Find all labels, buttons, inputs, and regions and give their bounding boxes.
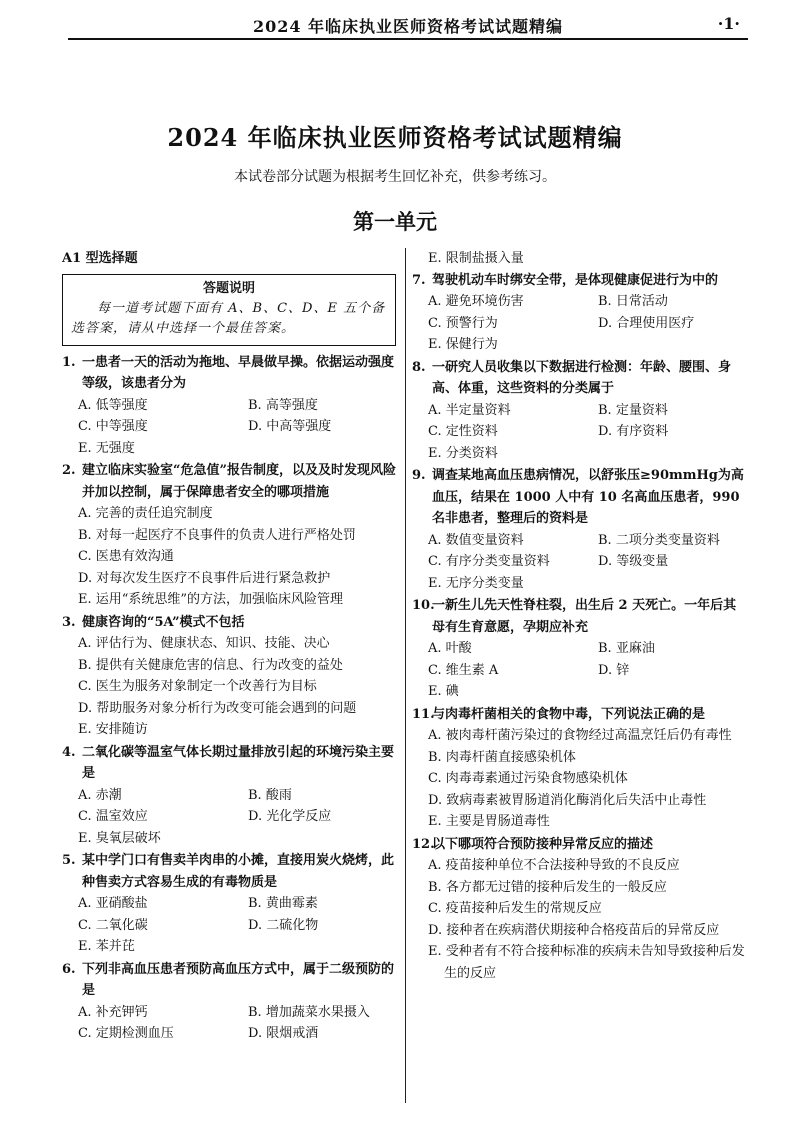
right-column	[412, 248, 746, 985]
options	[412, 638, 746, 703]
option-b: B. 黄曲霉素	[248, 896, 318, 911]
option-b: B. 提供有关健康危害的信息、行为改变的益处	[78, 657, 343, 673]
question-text: 某中学门口有售卖羊肉串的小摊，直接用炭火烧烤，此种售卖方式容易生成的有毒物质是	[82, 853, 395, 890]
instructions-box	[62, 274, 396, 346]
option-d: D. 二硫化物	[248, 917, 319, 933]
option-a: A. 低等强度	[78, 397, 148, 413]
question-6	[62, 959, 396, 1045]
options	[62, 395, 396, 460]
option-a: A. 补充钾钙	[78, 1004, 148, 1020]
option-d: D. 有序资料	[598, 424, 669, 439]
question-number: 12.	[412, 836, 435, 852]
option-d: D. 锌	[598, 662, 630, 678]
question-3	[62, 612, 396, 741]
question-text: 与肉毒杆菌相关的食物中毒，下列说法正确的是	[432, 706, 706, 722]
option-d: D. 接种者在疾病潜伏期接种合格疫苗后的异常反应	[428, 922, 720, 938]
option-c: C. 温室效应	[78, 809, 148, 824]
question-number: 2.	[62, 463, 76, 478]
question-12	[412, 834, 746, 985]
question-number: 1.	[62, 354, 76, 370]
option-e: E. 运用“系统思维”的方法，加强临床风险管理	[78, 592, 344, 607]
options	[412, 530, 746, 595]
question-stem	[62, 742, 396, 785]
option-a: A. 评估行为、健康状态、知识、技能、决心	[78, 636, 330, 651]
question-stem	[412, 834, 746, 856]
option-d: D. 限烟戒酒	[248, 1026, 319, 1041]
option-b: B. 二项分类变量资料	[598, 532, 720, 548]
option-e: E. 臭氧层破坏	[78, 830, 161, 846]
option-e: E. 受种者有不符合接种标准的疾病未告知导致接种后发生的反应	[428, 944, 745, 981]
instructions-body: 每一道考试题下面有 A、B、C、D、E 五个备选答案，请从中选择一个最佳答案。	[71, 300, 386, 336]
options	[62, 1002, 396, 1045]
option-c: C. 预警行为	[428, 315, 498, 331]
question-stem	[412, 704, 746, 726]
option-d: D. 致病毒素被胃肠道消化酶消化后失活中止毒性	[428, 792, 707, 808]
options	[62, 893, 396, 958]
unit-heading: 第一单元	[353, 209, 437, 234]
question-number: 4.	[62, 744, 76, 760]
question-stem	[62, 352, 396, 395]
question-stem	[62, 612, 396, 634]
option-a: A. 避免环境伤害	[428, 294, 524, 309]
question-11	[412, 704, 746, 833]
option-c: C. 定期检测血压	[78, 1026, 174, 1041]
document-title: 2024 年临床执业医师资格考试试题精编	[167, 123, 623, 152]
option-a: A. 疫苗接种单位不合法接种导致的不良反应	[428, 858, 680, 873]
left-column	[62, 248, 396, 1046]
question-stem	[412, 595, 746, 638]
question-stem	[62, 959, 396, 1002]
question-text: 一新生儿先天性脊柱裂，出生后 2 天死亡。一年后其母有生育意愿，孕期应补充	[432, 598, 737, 635]
option-d: D. 等级变量	[598, 554, 669, 569]
instructions-title: 答题说明	[202, 280, 255, 296]
option-e: E. 无强度	[78, 440, 135, 456]
question-1	[62, 352, 396, 460]
section-heading: A1 型选择题	[62, 251, 138, 266]
options	[412, 291, 746, 356]
option-c: C. 疫苗接种后发生的常规反应	[428, 901, 602, 916]
question-number: 7.	[412, 272, 426, 288]
option-b: B. 肉毒杆菌直接感染机体	[428, 749, 576, 765]
question-number: 9.	[412, 468, 426, 483]
question-stem	[412, 465, 746, 530]
question-text: 一研究人员收集以下数据进行检测：年龄、腰围、身高、体重，这些资料的分类属于	[432, 359, 732, 396]
option-b: B. 增加蔬菜水果摄入	[248, 1004, 370, 1020]
question-9	[412, 465, 746, 594]
option-a: A. 完善的责任追究制度	[78, 506, 213, 521]
option-b: B. 对每一起医疗不良事件的负责人进行严格处罚	[78, 527, 356, 543]
column-divider	[405, 248, 406, 1103]
option-e: E. 无序分类变量	[428, 575, 524, 591]
running-title: 2024 年临床执业医师资格考试试题精编	[252, 17, 564, 36]
option-d: D. 对每次发生医疗不良事件后进行紧急救护	[78, 570, 331, 586]
option-b: B. 酸雨	[248, 787, 292, 803]
question-stem	[62, 850, 396, 893]
options	[412, 400, 746, 465]
option-b: B. 高等强度	[248, 397, 318, 413]
option-e: E. 安排随访	[78, 722, 148, 737]
option-b: B. 日常活动	[598, 294, 668, 309]
option-d: D. 中高等强度	[248, 419, 332, 434]
option-c: C. 二氧化碳	[78, 917, 148, 933]
option-d: D. 光化学反应	[248, 809, 332, 824]
option-a: A. 亚硝酸盐	[78, 896, 148, 911]
option-e: E. 碘	[428, 684, 459, 699]
option-d: D. 帮助服务对象分析行为改变可能会遇到的问题	[78, 700, 357, 716]
option-c: C. 有序分类变量资料	[428, 554, 550, 569]
question-text: 健康咨询的“5A”模式不包括	[82, 614, 245, 630]
question-number: 3.	[62, 614, 76, 630]
question-number: 5.	[62, 853, 76, 868]
option-a: A. 被肉毒杆菌污染过的食物经过高温烹饪后仍有毒性	[428, 728, 732, 743]
option-b: B. 各方都无过错的接种后发生的一般反应	[428, 879, 667, 895]
question-text: 下列非高血压患者预防高血压方式中，属于二级预防的是	[82, 961, 395, 998]
question-7	[412, 270, 746, 356]
question-number: 10.	[412, 598, 435, 613]
question-stem	[412, 357, 746, 400]
option-c: C. 肉毒毒素通过污染食物感染机体	[428, 771, 628, 786]
question-4	[62, 742, 396, 850]
question-10	[412, 595, 746, 703]
question-number: 6.	[62, 961, 76, 977]
option-a: A. 半定量资料	[428, 402, 511, 418]
options	[62, 785, 396, 850]
question-8	[412, 357, 746, 465]
option-d: D. 合理使用医疗	[598, 315, 695, 331]
question-5	[62, 850, 396, 958]
question-text: 二氧化碳等温室气体长期过量排放引起的环境污染主要是	[82, 744, 395, 781]
option-a: A. 数值变量资料	[428, 532, 524, 548]
option-c: C. 维生素 A	[428, 662, 499, 678]
page-number: ·1·	[717, 14, 740, 33]
option-a: A. 赤潮	[78, 787, 122, 803]
option-e: E. 分类资料	[428, 445, 498, 461]
question-text: 建立临床实验室“危急值”报告制度，以及及时发现风险并加以控制，属于保障患者安全的哪项措施	[82, 463, 396, 500]
option-e: E. 主要是胃肠道毒性	[428, 814, 550, 829]
question-stem	[62, 460, 396, 503]
question-text: 调查某地高血压患病情况，以舒张压≥90mmHg为高血压，结果在 1000 人中有 10 名高血压患者，990 名非患者，整理后的资料是	[432, 468, 744, 526]
option-a: A. 叶酸	[428, 641, 472, 656]
question-6-option-e: E. 限制盐摄入量	[428, 251, 524, 266]
option-c: C. 医患有效沟通	[78, 549, 174, 564]
option-c: C. 医生为服务对象制定一个改善行为目标	[78, 679, 317, 694]
question-number: 8.	[412, 359, 426, 375]
question-text: 一患者一天的活动为拖地、早晨做早操。依据运动强度等级，该患者分为	[82, 354, 395, 391]
option-b: B. 亚麻油	[598, 641, 655, 656]
running-header	[68, 10, 748, 40]
option-e: E. 苯并芘	[78, 939, 135, 954]
option-c: C. 中等强度	[78, 419, 148, 434]
document-subtitle: 本试卷部分试题为根据考生回忆补充，供参考练习。	[234, 169, 556, 185]
question-2	[62, 460, 396, 611]
question-text: 以下哪项符合预防接种异常反应的描述	[432, 836, 654, 852]
question-stem	[412, 270, 746, 292]
question-number: 11.	[412, 706, 435, 722]
question-text: 驾驶机动车时绑安全带，是体现健康促进行为中的	[432, 272, 719, 288]
option-e: E. 保健行为	[428, 337, 498, 352]
option-c: C. 定性资料	[428, 424, 498, 439]
option-b: B. 定量资料	[598, 402, 668, 418]
